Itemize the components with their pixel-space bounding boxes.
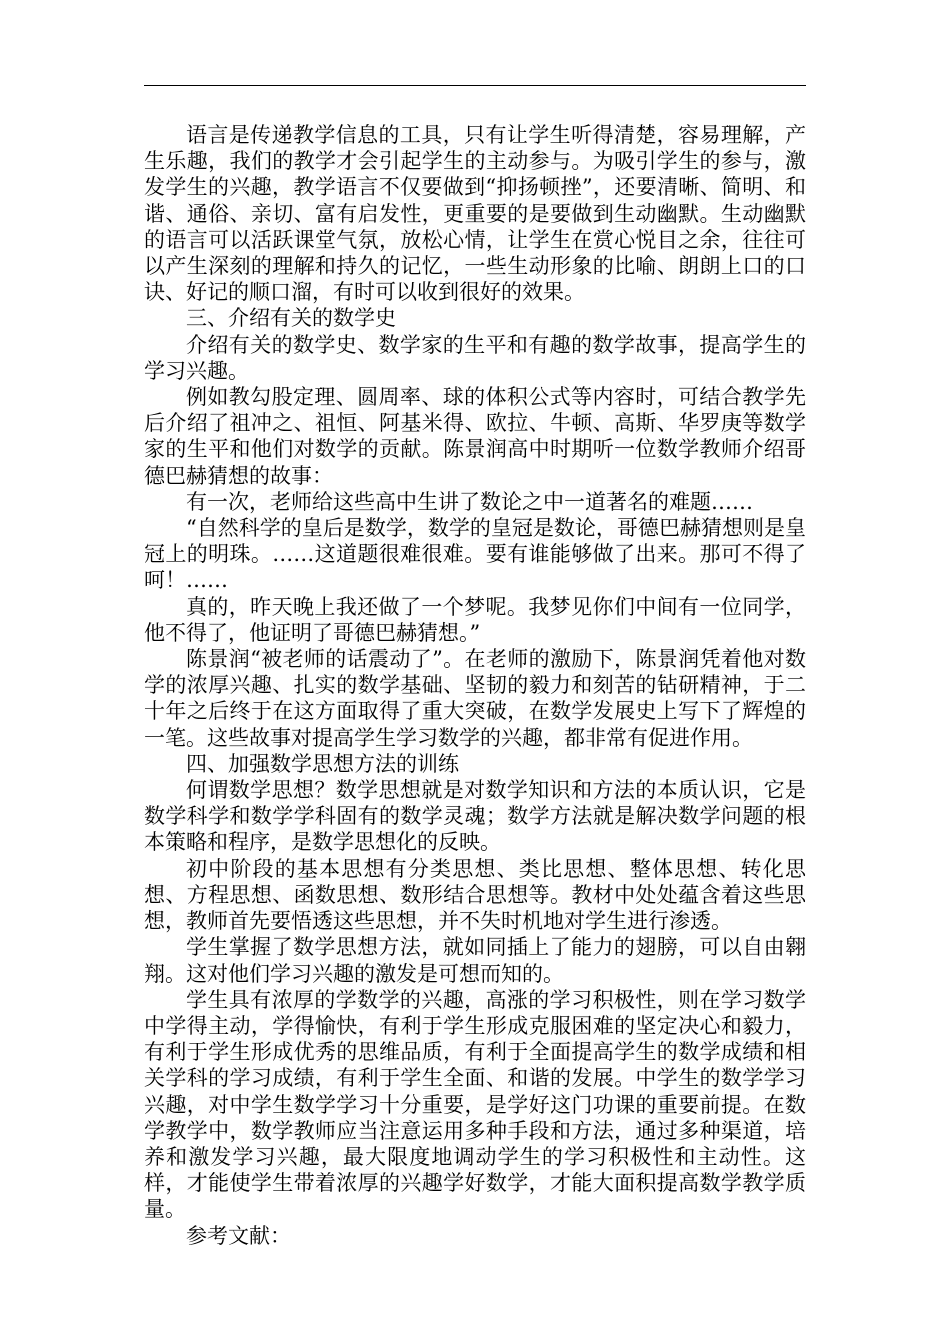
paragraph-thinking-wings: 学生掌握了数学思想方法，就如同插上了能力的翅膀，可以自由翱翔。这对他们学习兴趣的激发是可想而知的。 <box>144 935 806 986</box>
paragraph-math-thinking-definition: 何谓数学思想？数学思想就是对数学知识和方法的本质认识，它是数学科学和数学学科固有的数学灵魂；数学方法就是解决数学问题的根本策略和程序，是数学思想化的反映。 <box>144 778 806 855</box>
paragraph-math-history-intro: 介绍有关的数学史、数学家的生平和有趣的数学故事，提高学生的学习兴趣。 <box>144 332 806 383</box>
section-heading-math-thinking: 四、加强数学思想方法的训练 <box>186 751 459 776</box>
document-body <box>144 122 806 1249</box>
paragraph-language-intro: 语言是传递教学信息的工具，只有让学生听得清楚，容易理解，产生乐趣，我们的教学才会引起学生的主动参与。为吸引学生的参与，激发学生的兴趣，教学语言不仅要做到“抑扬顿挫”，还要清晰、简明、和谐、通俗、亲切、富有启发性，更重要的是要做到生动幽默。生动幽默的语言可以活跃课堂气氛，放松心情，让学生在赏心悦目之余，往往可以产生深刻的理解和持久的记忆，一些生动形象的比喻、朗朗上口的口诀、好记的顺口溜，有时可以收到很好的效果。 <box>144 123 806 305</box>
paragraph-basic-thinking-methods: 初中阶段的基本思想有分类思想、类比思想、整体思想、转化思想、方程思想、函数思想、数形结合思想等。教材中处处蕴含着这些思想，教师首先要悟透这些思想，并不失时机地对学生进行渗透。 <box>144 856 806 934</box>
section-heading-math-history: 三、介绍有关的数学史 <box>186 306 396 331</box>
header-rule <box>144 85 806 86</box>
paragraph-math-history-example: 例如教勾股定理、圆周率、球的体积公式等内容时，可结合教学先后介绍了祖冲之、祖恒、阿基米得、欧拉、牛顿、高斯、华罗庚等数学家的生平和他们对数学的贡献。陈景润高中时期听一位数学教师介绍哥德巴赫猜想的故事： <box>144 385 806 488</box>
paragraph-conclusion: 学生具有浓厚的学数学的兴趣，高涨的学习积极性，则在学习数学中学得主动，学得愉快，有利于学生形成克服困难的坚定决心和毅力，有利于学生形成优秀的思维品质，有利于全面提高学生的数学成绩和相关学科的学习成绩，有利于学生全面、和谐的发展。中学生的数学学习兴趣，对中学生数学学习十分重要，是学好这门功课的重要前提。在数学教学中，数学教师应当注意运用多种手段和方法，通过多种渠道，培养和激发学习兴趣，最大限度地调动学生的学习积极性和主动性。这样，才能使学生带着浓厚的兴趣学好数学，才能大面积提高数学教学质量。 <box>144 987 806 1222</box>
paragraph-story-quote: “自然科学的皇后是数学，数学的皇冠是数论，哥德巴赫猜想则是皇冠上的明珠。……这道题很难很难。要有谁能够做了出来。那可不得了呵！…… <box>144 516 806 593</box>
paragraph-story-dream: 真的，昨天晚上我还做了一个梦呢。我梦见你们中间有一位同学，他不得了，他证明了哥德巴赫猜想。” <box>144 594 806 645</box>
paragraph-story-start: 有一次，老师给这些高中生讲了数论之中一道著名的难题…… <box>186 489 753 514</box>
references-heading: 参考文献： <box>186 1223 291 1248</box>
paragraph-chen-jingrun: 陈景润“被老师的话震动了”。在老师的激励下，陈景润凭着他对数学的浓厚兴趣、扎实的数学基础、坚韧的毅力和刻苦的钻研精神，于二十年之后终于在这方面取得了重大突破，在数学发展史上写下了辉煌的一笔。这些故事对提高学生学习数学的兴趣，都非常有促进作用。 <box>144 647 806 750</box>
